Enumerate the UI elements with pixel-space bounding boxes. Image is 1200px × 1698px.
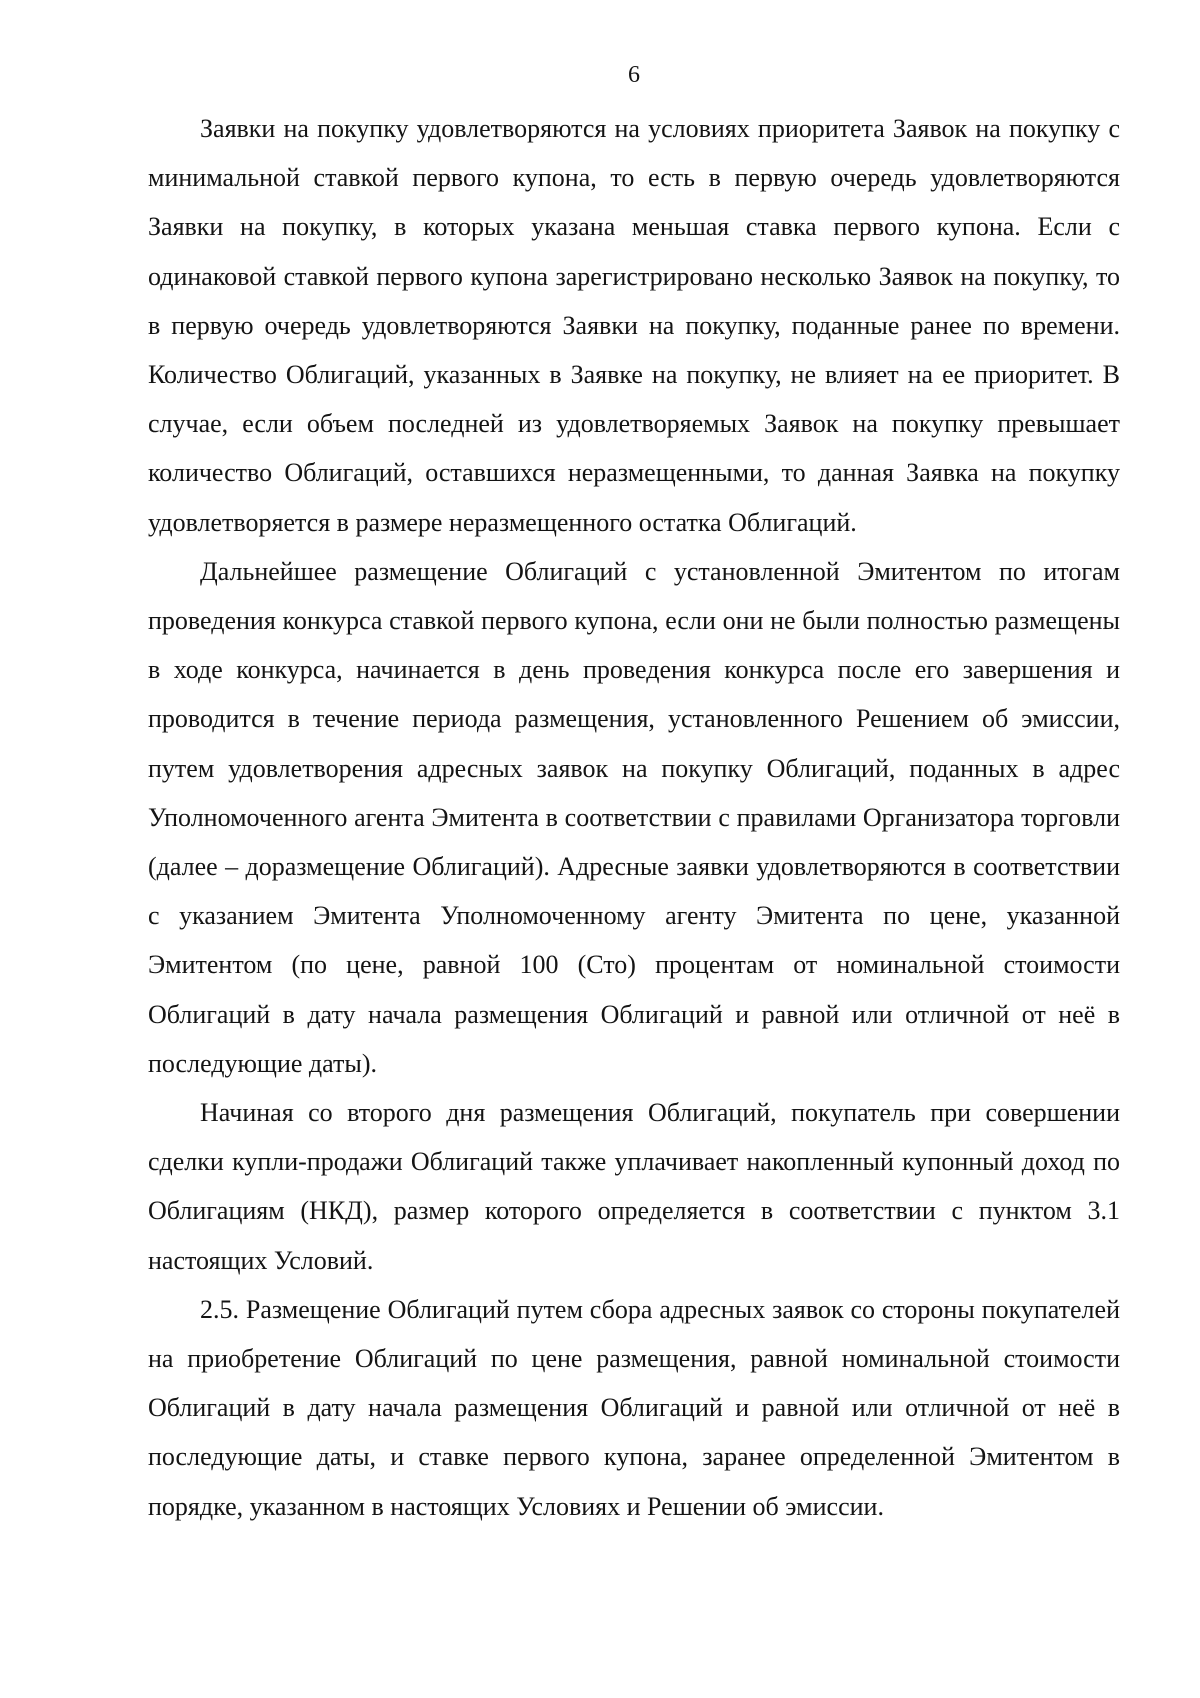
paragraph-priority-of-bids: Заявки на покупку удовлетворяются на условиях приоритета Заявок на покупку с минимальной ставкой первого купона, то есть в первую очередь удовлетворяются Заявки на покупку, в которых указана меньшая ставка первого купона. Если с одинаковой ставкой первого купона зарегистрировано несколько Заявок на покупку, то в первую очередь удовлетворяются Заявки на покупку, поданные ранее по времени. Количество Облигаций, указанных в Заявке на покупку, не влияет на ее приоритет. В случае, если объем последней из удовлетворяемых Заявок на покупку превышает количество Облигаций, оставшихся неразмещенными, то данная Заявка на покупку удовлетворяется в размере неразмещенного остатка Облигаций. (148, 114, 1120, 537)
page-number: 6 (628, 62, 640, 88)
paragraph-clause-2-5: 2.5. Размещение Облигаций путем сбора адресных заявок со стороны покупателей на приобретение Облигаций по цене размещения, равной номинальной стоимости Облигаций в дату начала размещения Облигаций и равной или отличной от неё в последующие даты, и ставке первого купона, заранее определенной Эмитентом в порядке, указанном в настоящих Условиях и Решении об эмиссии. (148, 1294, 1120, 1521)
paragraph-accrued-coupon-income: Начиная со второго дня размещения Облигаций, покупатель при совершении сделки купли-продажи Облигаций также уплачивает накопленный купонный доход по Облигациям (НКД), размер которого определяется в соответствии с пунктом 3.1 настоящих Условий. (148, 1098, 1120, 1275)
paragraph-additional-placement: Дальнейшее размещение Облигаций с установленной Эмитентом по итогам проведения конкурса ставкой первого купона, если они не были полностью размещены в ходе конкурса, начинается в день проведения конкурса после его завершения и проводится в течение периода размещения, установленного Решением об эмиссии, путем удовлетворения адресных заявок на покупку Облигаций, поданных в адрес Уполномоченного агента Эмитента в соответствии с правилами Организатора торговли (далее – доразмещение Облигаций). Адресные заявки удовлетворяются в соответствии с указанием Эмитента Уполномоченному агенту Эмитента по цене, указанной Эмитентом (по цене, равной 100 (Сто) процентам от номинальной стоимости Облигаций в дату начала размещения Облигаций и равной или отличной от неё в последующие даты). (148, 556, 1120, 1078)
